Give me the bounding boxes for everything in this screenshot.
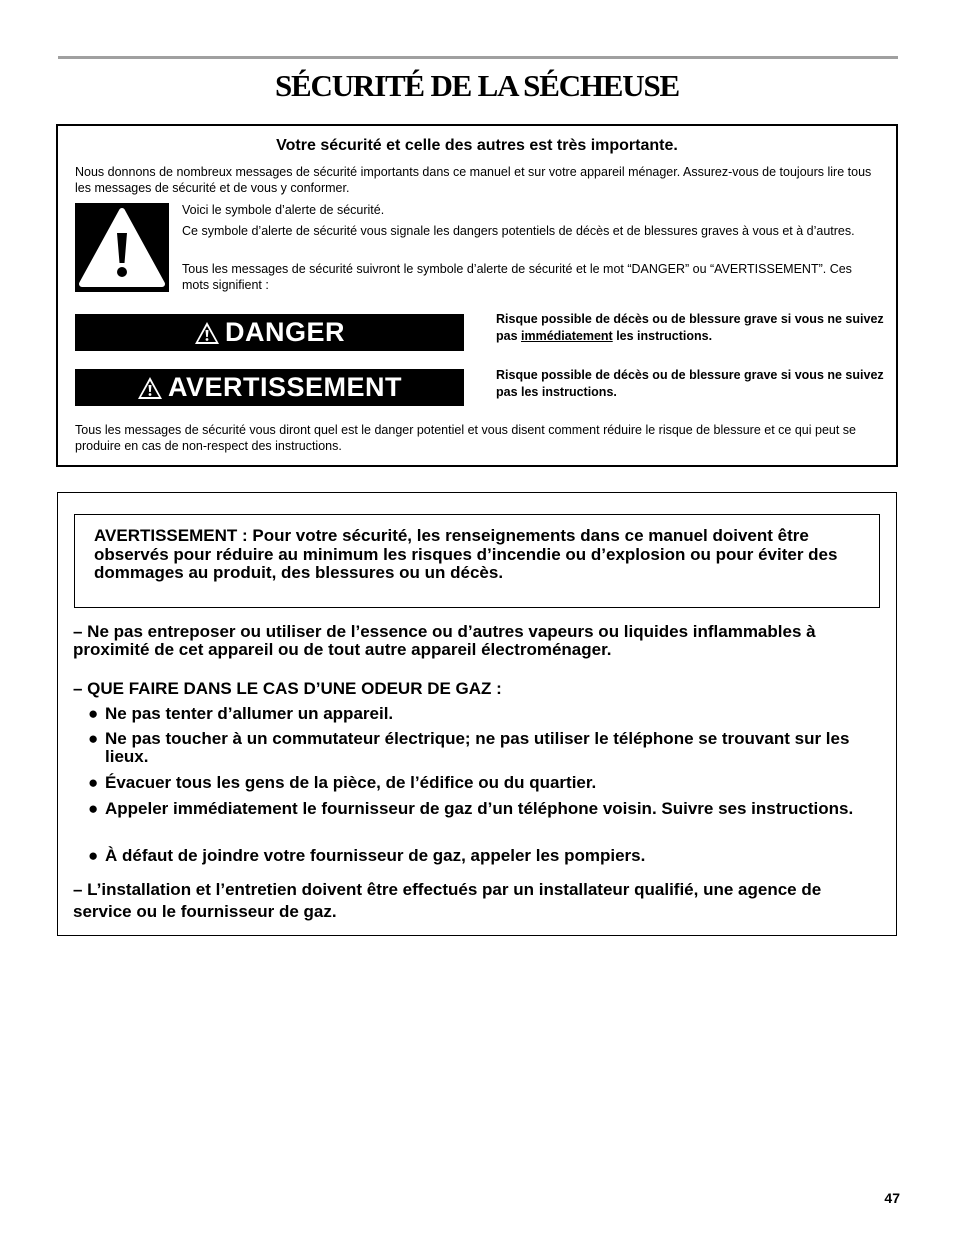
gas-bullet-4: ● Appeler immédiatement le fournisseur de gaz d’un téléphone voisin. Suivre ses instructions. — [88, 799, 854, 818]
warning-label: AVERTISSEMENT — [167, 372, 403, 402]
page-title: SÉCURITÉ DE LA SÉCHEUSE — [275, 68, 679, 103]
gas-safety-box — [57, 492, 897, 936]
safety-info-box — [56, 124, 898, 467]
bullet-icon: ● — [88, 773, 99, 792]
symbol-text-2: Ce symbole d’alerte de sécurité vous signale les dangers potentiels de décès et de blessures graves à vous et à d’autres. — [182, 224, 855, 238]
symbol-text-1: Voici le symbole d’alerte de sécurité. — [182, 203, 385, 217]
bullet-icon: ● — [88, 846, 99, 865]
alert-triangle-icon — [194, 321, 220, 345]
bullet-icon: ● — [88, 729, 99, 748]
gas-item-no-storage: – Ne pas entreposer ou utiliser de l’essence ou d’autres vapeurs ou liquides inflammables à proximité de cet appareil ou de tout autre appareil électroménager. — [73, 622, 816, 659]
bullet-icon: ● — [88, 704, 99, 723]
warning-banner — [75, 369, 464, 406]
safety-alert-icon — [75, 203, 169, 292]
danger-description: Risque possible de décès ou de blessure grave si vous ne suivez pas immédiatement les instructions. — [496, 312, 884, 343]
gas-warning-text: AVERTISSEMENT : Pour votre sécurité, les renseignements dans ce manuel doivent être observés pour réduire au minimum les risques d’incendie ou d’explosion ou pour éviter des dommages au produit, des blessures ou un décès. — [94, 526, 838, 582]
danger-banner — [75, 314, 464, 351]
gas-item-odor-heading: – QUE FAIRE DANS LE CAS D’UNE ODEUR DE GAZ : — [73, 679, 502, 698]
gas-bullet-2: ● Ne pas toucher à un commutateur électrique; ne pas utiliser le téléphone se trouvant sur les lieux. — [88, 729, 850, 766]
top-rule — [58, 56, 898, 59]
warning-description: Risque possible de décès ou de blessure grave si vous ne suivez pas les instructions. — [496, 368, 884, 399]
page-number: 47 — [884, 1190, 900, 1206]
safety-intro: Nous donnons de nombreux messages de sécurité importants dans ce manuel et sur votre appareil ménager. Assurez-vous de toujours lire tous les messages de sécurité et de vous y conformer. — [75, 165, 872, 195]
gas-bullet-5: ● À défaut de joindre votre fournisseur de gaz, appeler les pompiers. — [88, 846, 646, 865]
alert-triangle-icon — [137, 376, 163, 400]
gas-bullet-1: ● Ne pas tenter d’allumer un appareil. — [88, 704, 394, 723]
gas-warning-box — [74, 514, 880, 608]
gas-item-installation: – L’installation et l’entretien doivent être effectués par un installateur qualifié, une agence de service ou le fournisseur de gaz. — [73, 880, 822, 921]
symbol-text-3: Tous les messages de sécurité suivront le symbole d’alerte de sécurité et le mot “DANGER” ou “AVERTISSEMENT”. Ces mots signifient : — [182, 262, 852, 292]
safety-heading: Votre sécurité et celle des autres est très importante. — [276, 137, 678, 154]
gas-bullet-3: ● Évacuer tous les gens de la pièce, de l’édifice ou du quartier. — [88, 773, 597, 792]
safety-outro: Tous les messages de sécurité vous diront quel est le danger potentiel et vous disent comment réduire le risque de blessure et ce qui peut se produire en cas de non-respect des instructions. — [75, 423, 856, 453]
bullet-icon: ● — [88, 799, 99, 818]
danger-label: DANGER — [224, 317, 345, 347]
